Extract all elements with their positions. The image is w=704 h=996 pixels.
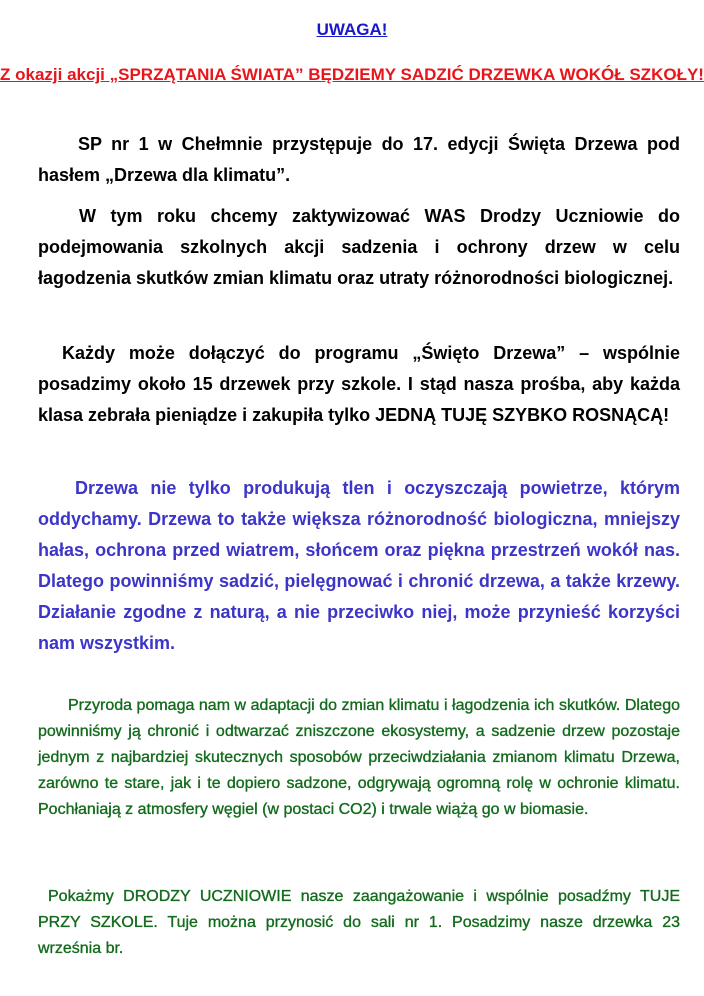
page-title: UWAGA!	[316, 20, 388, 39]
paragraph-intro: SP nr 1 w Chełmnie przystępuje do 17. edycji Święta Drzewa pod hasłem „Drzewa dla klimatu”.	[38, 134, 680, 185]
paragraph-nature-climate: Przyroda pomaga nam w adaptacji do zmian klimatu i łagodzenia ich skutków. Dlatego powinniśmy ją chronić i odtwarzać zniszczone ekosystemy, a sadzenie drzew pozostaje jednym z najbardziej skutecznych sposobów przeciwdziałania zmianom klimatu Drzewa, zarówno te stare, jak i te dopiero sadzone, odgrywają ogromną rolę w ochronie klimatu. Pochłaniają z atmosfery węgiel (w postaci CO2) i trwale wiążą go w biomasie.	[38, 697, 680, 818]
paragraph-call-to-action: W tym roku chcemy zaktywizować WAS Drodzy Uczniowie do podejmowania szkolnych akcji sadzenia i ochrony drzew w celu łagodzenia skutków zmian klimatu oraz utraty różnorodności biologicznej.	[38, 206, 680, 288]
page-subtitle: Z okazji akcji „SPRZĄTANIA ŚWIATA” BĘDZIEMY SADZIĆ DRZEWKA WOKÓŁ SZKOŁY!	[0, 65, 704, 84]
paragraph-program: Każdy może dołączyć do programu „Święto Drzewa” – wspólnie posadzimy około 15 drzewek przy szkole. I stąd nasza prośba, aby każda klasa zebrała pieniądze i zakupiła tylko JEDNĄ TUJĘ SZYBKO ROSNĄCĄ!	[38, 343, 680, 425]
paragraph-trees-benefits: Drzewa nie tylko produkują tlen i oczyszczają powietrze, którym oddychamy. Drzewa to także większa różnorodność biologiczna, mniejszy hałas, ochrona przed wiatrem, słońcem oraz piękna przestrzeń wokół nas. Dlatego powinniśmy sadzić, pielęgnować i chronić drzewa, a także krzewy. Działanie zgodne z naturą, a nie przeciwko niej, może przynieść korzyści nam wszystkim.	[38, 478, 680, 653]
paragraph-closing: Pokażmy DRODZY UCZNIOWIE nasze zaangażowanie i wspólnie posadźmy TUJE PRZY SZKOLE. Tuje można przynosić do sali nr 1. Posadzimy nasze drzewka 23 września br.	[38, 888, 680, 957]
